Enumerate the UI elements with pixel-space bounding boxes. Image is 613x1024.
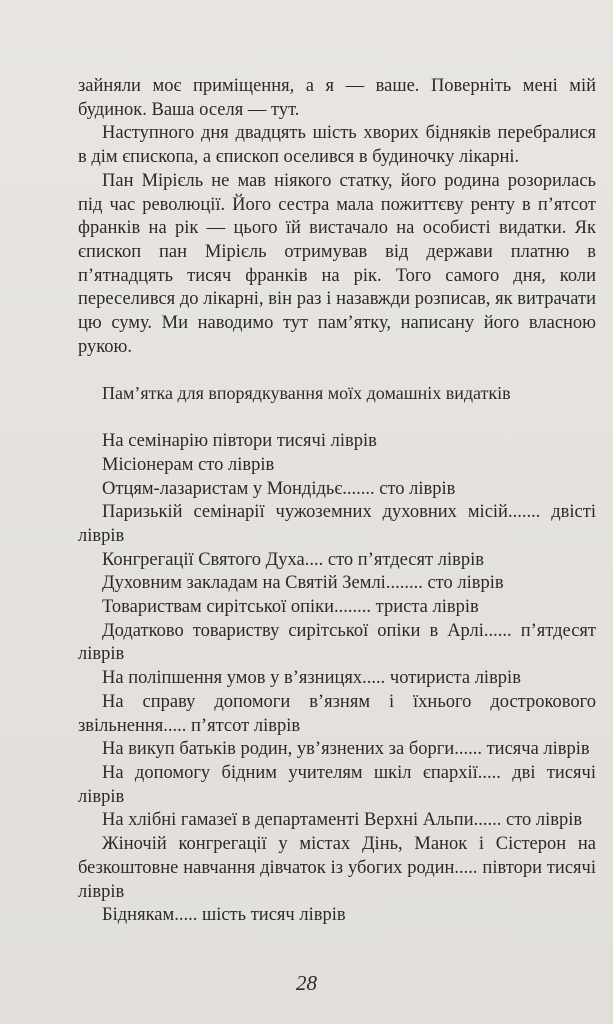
list-item: Жіночій конгрегації у містах Дінь, Манок і Сістерон на безкоштовне навчання дівчаток із убогих родин..... півтори тисячі ліврів — [78, 834, 596, 902]
paragraph-2: Наступного дня двадцять шість хворих бідняків перебралися в дім єпископа, а єпископ оселився в будиночку лікарні. — [78, 123, 596, 168]
memo-title: Пам’ятка для впорядкування моїх домашніх видатків — [102, 383, 511, 404]
list-item: Отцям-лазаристам у Мондідьє....... сто ліврів — [102, 478, 456, 499]
list-item: Місіонерам сто ліврів — [102, 454, 275, 475]
list-item: На хлібні гамазеї в департаменті Верхні Альпи...... сто ліврів — [102, 810, 583, 831]
list-item: На справу допомоги в’язням і їхнього дострокового звільнення..... п’ятсот ліврів — [78, 691, 596, 736]
list-item: Конгрегації Святого Духа.... сто п’ятдесят ліврів — [102, 549, 484, 570]
list-item: Паризькій семінарії чужоземних духовних місій....... двісті ліврів — [78, 502, 596, 546]
page-text — [78, 75, 596, 928]
list-item: На поліпшення умов у в’язницях..... чотириста ліврів — [102, 668, 521, 689]
list-item: Біднякам..... шість тисяч ліврів — [102, 905, 346, 926]
page-number: 28 — [296, 971, 317, 995]
paragraph-1: зайняли моє приміщення, а я — ваше. Поверніть мені мій будинок. Ваша оселя — тут. — [78, 76, 596, 120]
list-item: Додатково товариству сирітської опіки в Арлі...... п’ятдесят ліврів — [78, 620, 596, 665]
list-item: Товариствам сирітської опіки........ триста ліврів — [102, 597, 479, 618]
list-item: На допомогу бідним учителям шкіл єпархії..... дві тисячі ліврів — [78, 762, 596, 807]
paragraph-3: Пан Мірієль не мав ніякого статку, його родина розорилась під час революції. Його сестра мала пожиттєву ренту в п’ятсот франків на рік — цього їй вистачало на особисті видатки. Як єпископ пан Мірієль отримував від держави платню в п’ятнадцять тисяч франків на рік. Того самого дня, коли переселився до лікарні, він раз і назавжди розписав, як витрачати цю суму. Ми наводимо тут пам’ятку, написану його власною рукою. — [78, 170, 596, 357]
list-item: Духовним закладам на Святій Землі........ сто ліврів — [102, 573, 504, 594]
list-item: На викуп батьків родин, ув’язнених за борги...... тисяча ліврів — [102, 739, 590, 760]
expense-list — [78, 430, 596, 928]
list-item: На семінарію півтори тисячі ліврів — [102, 431, 377, 452]
